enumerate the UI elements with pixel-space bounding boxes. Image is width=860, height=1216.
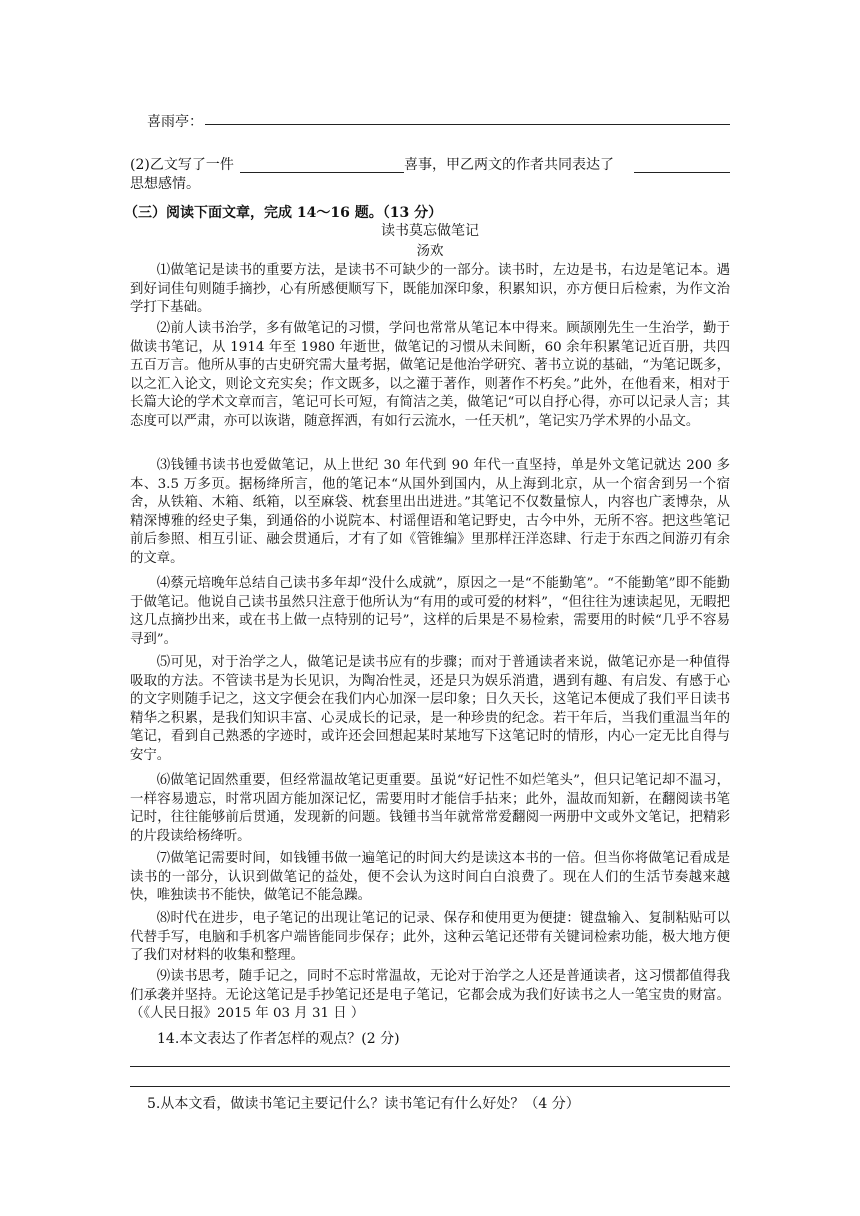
- xiyuting-answer-line[interactable]: [205, 124, 730, 125]
- section-heading: （三）阅读下面文章，完成 14～16 题。（13 分）: [124, 205, 443, 221]
- article-paragraph: ⑼读书思考，随手记之，同时不忘时常温故，无论对于治学之人还是普通读者，这习惯都值得我们承袭并坚持。无论这笔记是手抄笔记还是电子笔记，它都会成为我们好读书之人一笔宝贵的财富。（《人民日报》2015 年 03 月 31 日 ）: [130, 969, 730, 1022]
- q13-blank-1[interactable]: [240, 172, 404, 173]
- q14-answer-line-2[interactable]: [130, 1086, 730, 1087]
- article-paragraph: ⑴做笔记是读书的重要方法，是读书不可缺少的一部分。读书时，左边是书，右边是笔记本。遇到好词佳句则随手摘抄，心有所感便顺写下，既能加深印象，积累知识，亦方便日后检索，为作文治学打下基础。: [130, 263, 730, 316]
- q13-part2-end: 思想感情。: [130, 176, 200, 192]
- article-title: 读书莫忘做笔记: [381, 223, 479, 239]
- article-paragraph: ⑹做笔记固然重要，但经常温故笔记更重要。虽说“好记性不如烂笔头”，但只记笔记却不温习，一样容易遗忘，时常巩固方能加深记忆，需要用时才能信手拈来；此外，温故而知新，在翻阅读书笔记时，往往能够前后贯通，发现新的问题。钱锺书当年就常常爱翻阅一两册中文或外文笔记，把精彩的片段读给杨绛听。: [130, 773, 730, 844]
- q14-answer-line-1[interactable]: [130, 1066, 730, 1067]
- xiyuting-label: 喜雨亭：: [147, 114, 203, 130]
- article-paragraph: ⑸可见，对于治学之人，做笔记是读书应有的步骤；而对于普通读者来说，做笔记亦是一种值得吸取的方法。不管读书是为长见识，为陶冶性灵，还是只为娱乐消遣，遇到有趣、有启发、有感于心的文字则随手记之，这文字便会在我们内心加深一层印象；日久天长，这笔记本便成了我们平日读书精华之积累，是我们知识丰富、心灵成长的记录，是一种珍贵的纪念。若干年后，当我们重温当年的笔记，看到自己熟悉的字迹时，或许还会回想起某时某地写下这笔记时的情形，内心一定无比自得与安宁。: [130, 655, 730, 763]
- q13-blank-2[interactable]: [634, 172, 730, 173]
- article-paragraph: ⑻时代在进步，电子笔记的出现让笔记的记录、保存和使用更为便捷：键盘输入、复制粘贴可以代替手写，电脑和手机客户端皆能同步保存；此外，这种云笔记还带有关键词检索功能，极大地方便了我们对材料的收集和整理。: [130, 911, 730, 964]
- q13-part2-mid: 喜事，甲乙两文的作者共同表达了: [404, 157, 614, 173]
- article-paragraph: ⑵前人读书治学，多有做笔记的习惯，学问也常常从笔记本中得来。顾颉刚先生一生治学，勤于做读书笔记，从 1914 年至 1980 年逝世，做笔记的习惯从未间断，60 余年积累笔记近百册，共四五百万言。他所从事的古史研究需大量考据，做笔记是他治学研究、著书立说的基础，“为笔记既多，以之汇入论文，则论文充实矣；作文既多，以之灌于著作，则著作不朽矣。”此外，在他看来，相对于长篇大论的学术文章而言，笔记可长可短，有简洁之美，做笔记“可以自抒心得，亦可以记录人言；其态度可以严肃，亦可以诙谐，随意挥洒，有如行云流水，一任天机”，笔记实乃学术界的小品文。: [130, 321, 730, 429]
- question-14: 14.本文表达了作者怎样的观点？(2 分): [157, 1031, 400, 1047]
- q13-part2-start: (2)乙文写了一件: [130, 157, 234, 173]
- article-author: 汤欢: [416, 243, 444, 259]
- article-paragraph: ⑶钱锺书读书也爱做笔记，从上世纪 30 年代到 90 年代一直坚持，单是外文笔记就达 200 多本、3.5 万多页。据杨绛所言，他的笔记本“从国外到国内，从上海到北京，从一个宿舍到另一个宿舍，从铁箱、木箱、纸箱，以至麻袋、枕套里出出进进。”其笔记不仅数量惊人，内容也广袤博杂，从精深博雅的经史子集，到通俗的小说院本、村谣俚语和笔记野史，古今中外，无所不容。把这些笔记前后参照、相互引证、融会贯通后，才有了如《管锥编》里那样汪洋恣肆、行走于东西之间游刃有余的文章。: [130, 458, 730, 566]
- question-15: 5.从本文看，做读书笔记主要记什么？读书笔记有什么好处？（4 分）: [147, 1096, 580, 1112]
- article-paragraph: ⑺做笔记需要时间，如钱锺书做一遍笔记的时间大约是读这本书的一倍。但当你将做笔记看成是读书的一部分，认识到做笔记的益处，便不会认为这时间白白浪费了。现在人们的生活节奏越来越快，唯独读书不能快，做笔记不能急躁。: [130, 851, 730, 904]
- article-paragraph: ⑷蔡元培晚年总结自己读书多年却“没什么成就”，原因之一是“不能勤笔”。“不能勤笔”即不能勤于做笔记。他说自己读书虽然只注意于他所认为“有用的或可爱的材料”，“但往往为速读起见，无暇把这几点摘抄出来，或在书上做一点特别的记号”，这样的后果是不易检索，需要用的时候“几乎不容易寻到”。: [130, 576, 730, 647]
